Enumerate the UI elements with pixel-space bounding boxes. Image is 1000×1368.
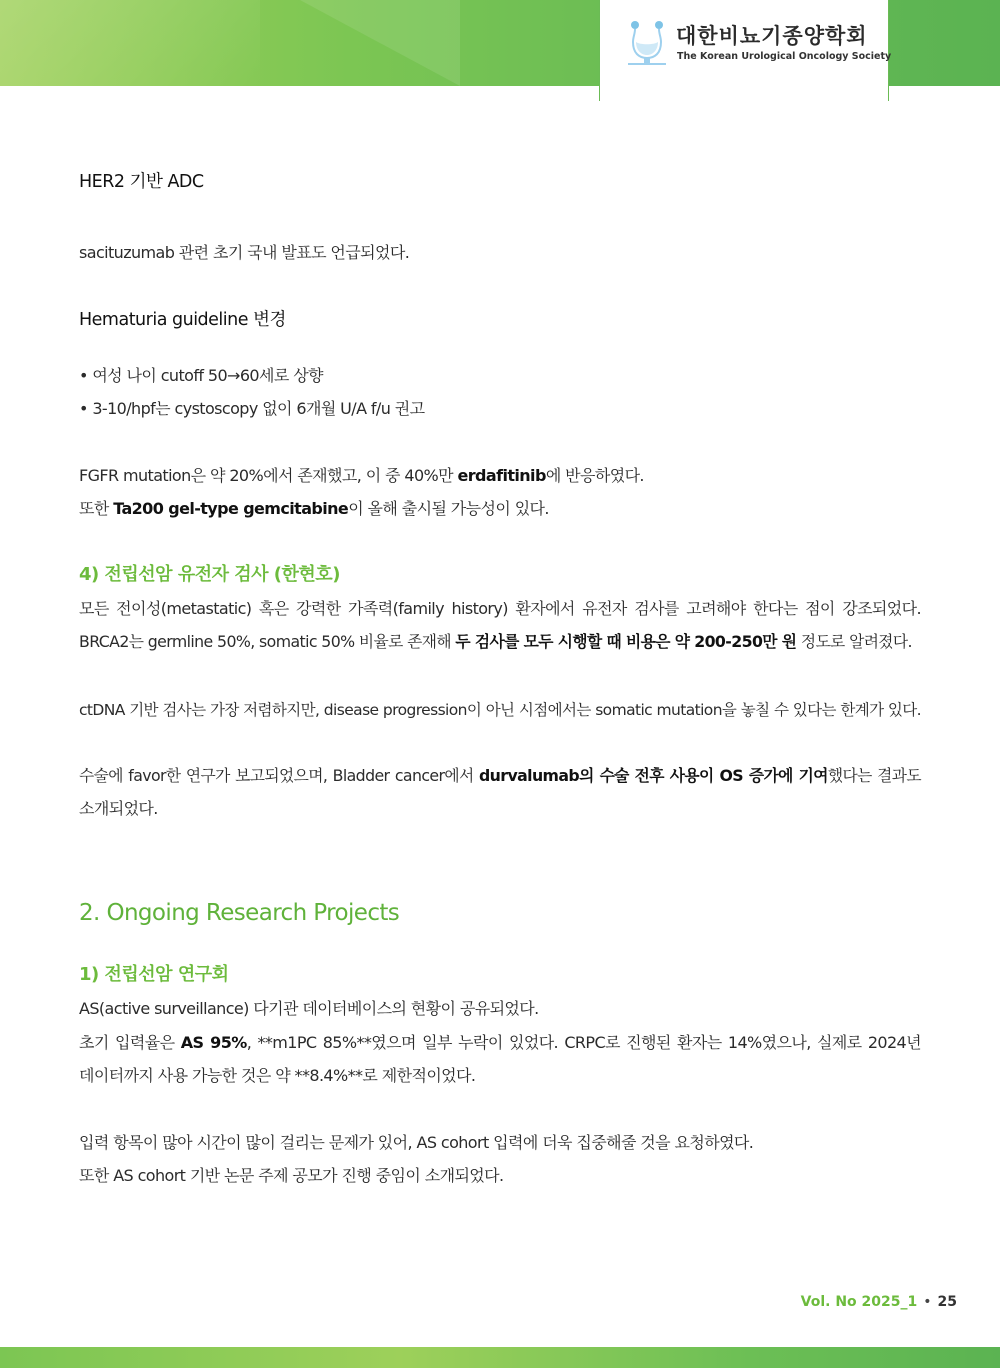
bold-text: Ta200 gel-type gemcitabine: [113, 499, 349, 518]
brca-line: [79, 631, 912, 653]
hematuria-bullet: • 3-10/hpf는 cystoscopy 없이 6개월 U/A f/u 권고: [79, 399, 425, 418]
hematuria-heading: Hematuria guideline 변경: [79, 310, 286, 330]
genetic-line: 모든 전이성(metastatic) 혹은 강력한 가족력(family history) 환자에서 유전자 검사를 고려해야 한다는 점이 강조되었다.: [79, 599, 921, 618]
text-span: 했다는 결과도: [827, 766, 921, 785]
input-line: 입력 항목이 많아 시간이 많이 걸리는 문제가 있어, AS cohort 입력에 더욱 집중해줄 것을 요청하였다.: [79, 1133, 754, 1152]
society-name-ko: 대한비뇨기종양학회: [676, 24, 868, 48]
as-line: AS(active surveillance) 다기관 데이터베이스의 현황이 공유되었다.: [79, 999, 539, 1018]
page-footer: [801, 1294, 957, 1310]
input-line: 또한 AS cohort 기반 논문 주제 공모가 진행 중임이 소개되었다.: [79, 1166, 504, 1185]
text-span: 에 반응하였다.: [545, 466, 644, 485]
gemcitabine-line: [79, 498, 549, 520]
text-span: 또한: [79, 499, 114, 518]
bold-text: erdafitinib: [457, 466, 546, 485]
volume-label: Vol. No 2025_1: [800, 1294, 918, 1310]
text-span: 정도로 알려졌다.: [796, 632, 912, 651]
ctdna-line: ctDNA 기반 검사는 가장 저렴하지만, disease progression이 아닌 시점에서는 somatic mutation을 놓칠 수 있다는 한계가 있다.: [79, 701, 921, 719]
footer-band: [0, 1347, 1000, 1368]
society-name-en: The Korean Urological Oncology Society: [677, 51, 892, 62]
subsection-title: 1) 전립선암 연구회: [79, 964, 229, 985]
her2-heading: HER2 기반 ADC: [79, 172, 204, 192]
text-span: , **m1PC 85%**였으며 일부 누락이 있었다. CRPC로 진행된 환자는 14%였으나, 실제로 2024년: [246, 1033, 921, 1052]
hematuria-bullet: • 여성 나이 cutoff 50→60세로 상향: [79, 366, 323, 385]
text-span: 초기 입력율은: [79, 1033, 181, 1052]
as-line: 데이터까지 사용 가능한 것은 약 **8.4%**로 제한적이었다.: [79, 1066, 476, 1085]
surgery-line: [79, 765, 921, 787]
bold-text: durvalumab의 수술 전후 사용이 OS 증가에 기여: [479, 766, 828, 785]
section-title: 2. Ongoing Research Projects: [79, 900, 400, 926]
text-span: FGFR mutation은 약 20%에서 존재했고, 이 중 40%만: [79, 466, 458, 485]
surgery-line: 소개되었다.: [79, 799, 158, 818]
header-facet: [0, 0, 260, 86]
footer-separator: •: [923, 1294, 932, 1310]
bold-text: AS 95%: [180, 1033, 247, 1052]
page-number: 25: [937, 1294, 957, 1310]
text-span: BRCA2는 germline 50%, somatic 50% 비율로 존재해: [79, 632, 456, 651]
her2-text: sacituzumab 관련 초기 국내 발표도 언급되었다.: [79, 243, 410, 262]
text-span: 이 올해 출시될 가능성이 있다.: [348, 499, 549, 518]
bold-text: 두 검사를 모두 시행할 때 비용은 약 200-250만 원: [455, 632, 797, 651]
society-logo: [599, 0, 892, 101]
header-facet: [300, 0, 460, 86]
fgfr-line: [79, 465, 644, 487]
bladder-logo-icon: [626, 20, 668, 66]
text-span: 수술에 favor한 연구가 보고되었으며, Bladder cancer에서: [79, 766, 479, 785]
genetic-test-heading: 4) 전립선암 유전자 검사 (한현호): [79, 564, 340, 585]
as-line: [79, 1032, 921, 1054]
